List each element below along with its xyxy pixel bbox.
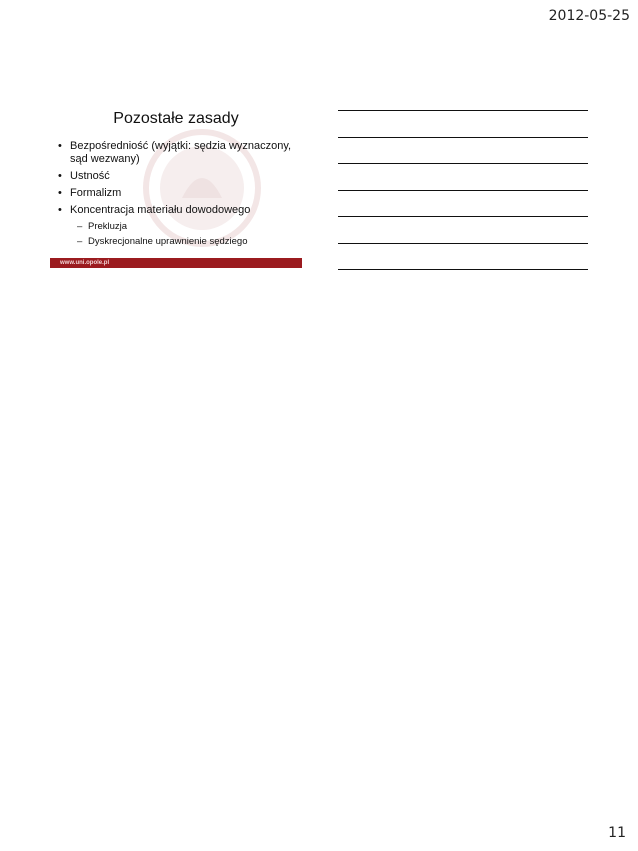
sub-bullet-item: – Prekluzja <box>58 221 298 233</box>
notes-lines <box>338 110 588 296</box>
page-number: 11 <box>608 825 626 841</box>
page-date: 2012-05-25 <box>548 8 630 24</box>
note-line <box>338 137 588 138</box>
slide-thumbnail <box>50 96 302 278</box>
note-line <box>338 163 588 164</box>
note-line <box>338 216 588 217</box>
bullet-item: • Koncentracja materiału dowodowego <box>58 204 298 217</box>
slide-bullet-list <box>58 140 298 251</box>
note-line <box>338 269 588 270</box>
note-line <box>338 190 588 191</box>
bullet-item: • Bezpośredniość (wyjątki: sędzia wyznaczony, sąd wezwany) <box>58 140 298 166</box>
sub-bullet-item: – Dyskrecjonalne uprawnienie sędziego <box>58 236 298 248</box>
footer-url: www.uni.opole.pl <box>60 260 110 266</box>
note-line <box>338 243 588 244</box>
bullet-item: • Formalizm <box>58 187 298 200</box>
slide-title: Pozostałe zasady <box>113 110 239 127</box>
bullet-item: • Ustność <box>58 170 298 183</box>
note-line <box>338 110 588 111</box>
slide-footer-bar <box>50 258 302 268</box>
